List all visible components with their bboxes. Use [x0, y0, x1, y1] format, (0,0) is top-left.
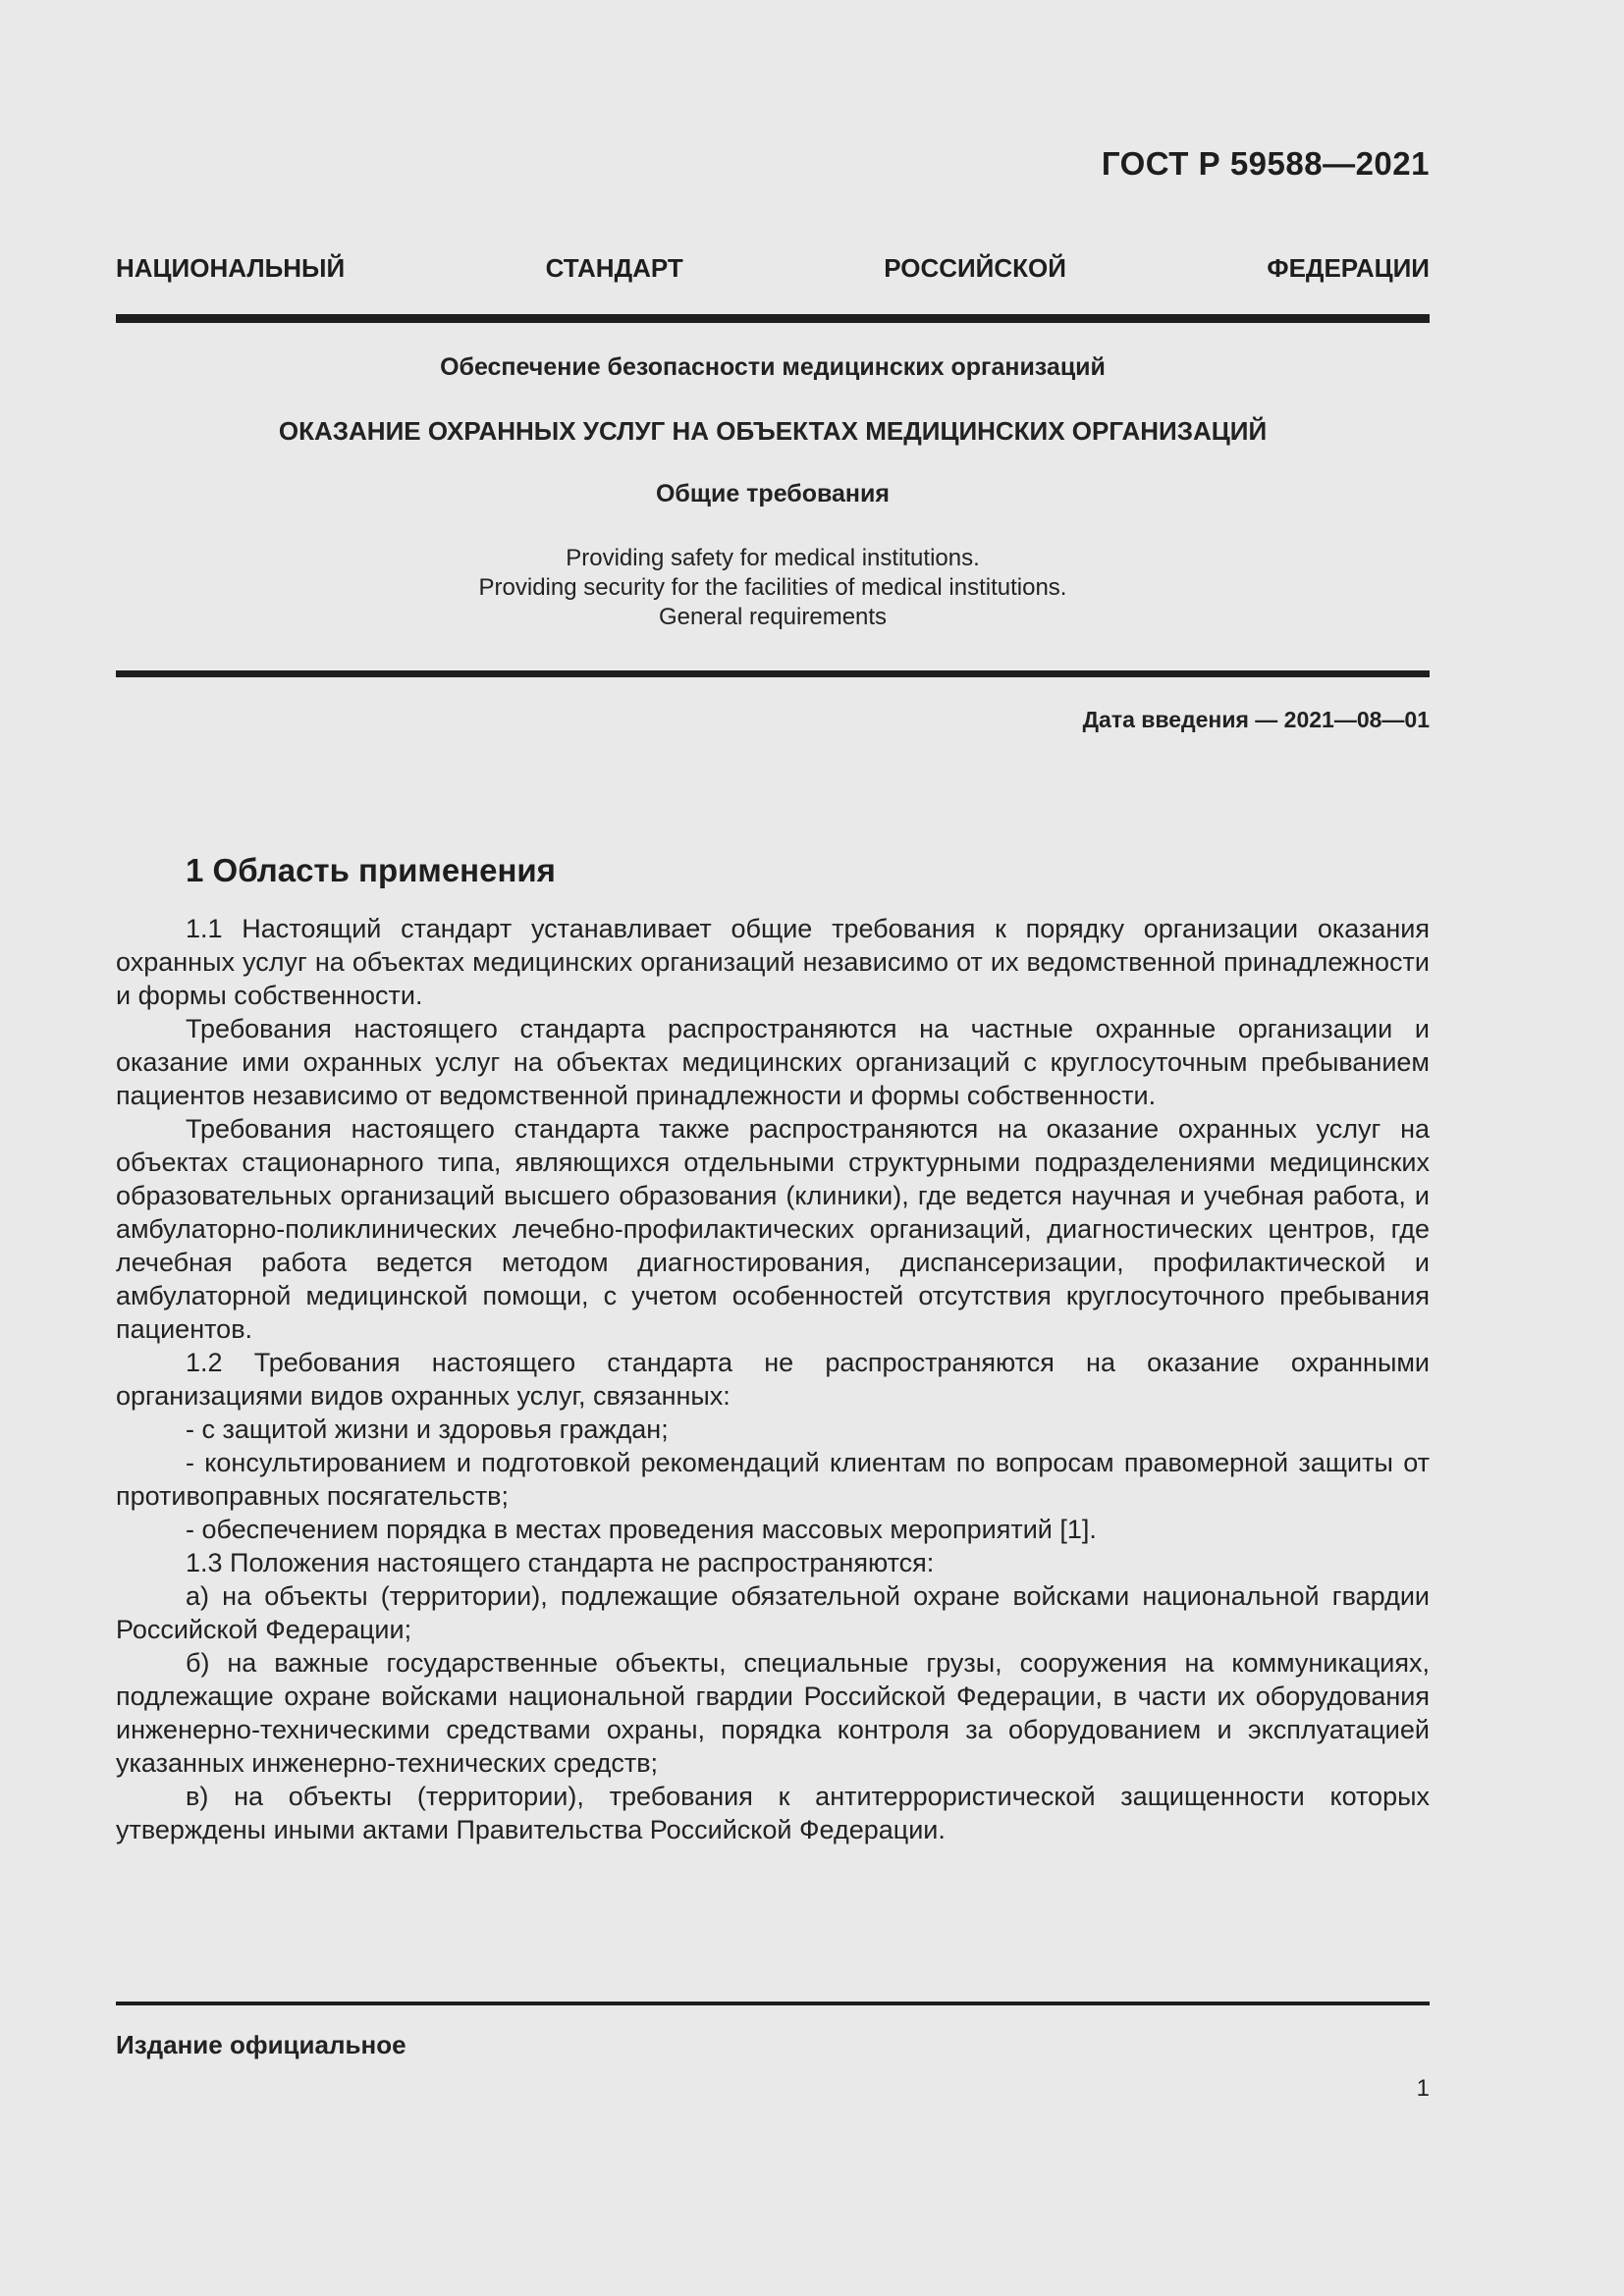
- page-number: 1: [1416, 2075, 1430, 2102]
- section-body: [116, 912, 1430, 1846]
- standard-code: ГОСТ Р 59588—2021: [1101, 145, 1430, 182]
- list-item: а) на объекты (территории), подлежащие обязательной охране войсками национальной гвардии Российской Федерации;: [116, 1581, 1430, 1644]
- list-item: в) на объекты (территории), требования к антитеррористической защищенности которых утверждены иными актами Правительства Российской Федерации.: [116, 1782, 1430, 1844]
- introduction-date: Дата введения — 2021—08—01: [1082, 707, 1430, 732]
- paragraph: 1.1 Настоящий стандарт устанавливает общие требования к порядку организации оказания охранных услуг на объектах медицинских организаций независимо от их ведомственной принадлежности и формы собственности.: [116, 914, 1430, 1010]
- list-item: - консультированием и подготовкой рекомендаций клиентам по вопросам правомерной защиты от противоправных посягательств;: [116, 1448, 1430, 1511]
- list-item: - обеспечением порядка в местах проведения массовых мероприятий [1].: [186, 1515, 1097, 1544]
- title-line-1: Обеспечение безопасности медицинских организаций: [440, 353, 1106, 381]
- main-title: ОКАЗАНИЕ ОХРАННЫХ УСЛУГ НА ОБЪЕКТАХ МЕДИЦИНСКИХ ОРГАНИЗАЦИЙ: [278, 416, 1268, 446]
- english-title-line: General requirements: [658, 604, 888, 630]
- english-title: [116, 544, 1430, 632]
- middle-divider: [116, 670, 1430, 677]
- top-divider: [116, 314, 1430, 323]
- footer-divider: [116, 2002, 1430, 2005]
- national-standard-banner: НАЦИОНАЛЬНЫЙ СТАНДАРТ РОССИЙСКОЙ ФЕДЕРАЦИИ: [116, 253, 1430, 283]
- official-edition-label: Издание официальное: [116, 2030, 406, 2059]
- english-title-line: Providing security for the facilities of medical institutions.: [478, 574, 1067, 601]
- paragraph: 1.2 Требования настоящего стандарта не распространяются на оказание охранными организациями видов охранных услуг, связанных:: [116, 1348, 1430, 1411]
- english-title-line: Providing safety for medical institutions.: [566, 545, 980, 571]
- title-line-3: Общие требования: [655, 480, 890, 507]
- paragraph: Требования настоящего стандарта распространяются на частные охранные организации и оказание ими охранных услуг на объектах медицинских организаций с круглосуточным пребыванием пациентов независимо от ведомственной принадлежности и формы собственности.: [116, 1014, 1430, 1110]
- list-item: - с защитой жизни и здоровья граждан;: [186, 1415, 669, 1444]
- list-item: б) на важные государственные объекты, специальные грузы, сооружения на коммуникациях, подлежащие охране войсками национальной гвардии Российской Федерации, в части их оборудования инженерно-техническими средствами охраны, порядка контроля за оборудованием и эксплуатацией указанных инженерно-технических средств;: [116, 1648, 1430, 1778]
- section-heading: 1 Область применения: [186, 852, 556, 888]
- paragraph: 1.3 Положения настоящего стандарта не распространяются:: [186, 1548, 935, 1577]
- paragraph: Требования настоящего стандарта также распространяются на оказание охранных услуг на объектах стационарного типа, являющихся отдельными структурными подразделениями медицинских образовательных организаций высшего образования (клиники), где ведется научная и учебная работа, и амбулаторно-поликлинических лечебно-профилактических организаций, диагностических центров, где лечебная работа ведется методом диагностирования, диспансеризации, профилактической и амбулаторной медицинской помощи, с учетом особенностей отсутствия круглосуточного пребывания пациентов.: [116, 1114, 1430, 1344]
